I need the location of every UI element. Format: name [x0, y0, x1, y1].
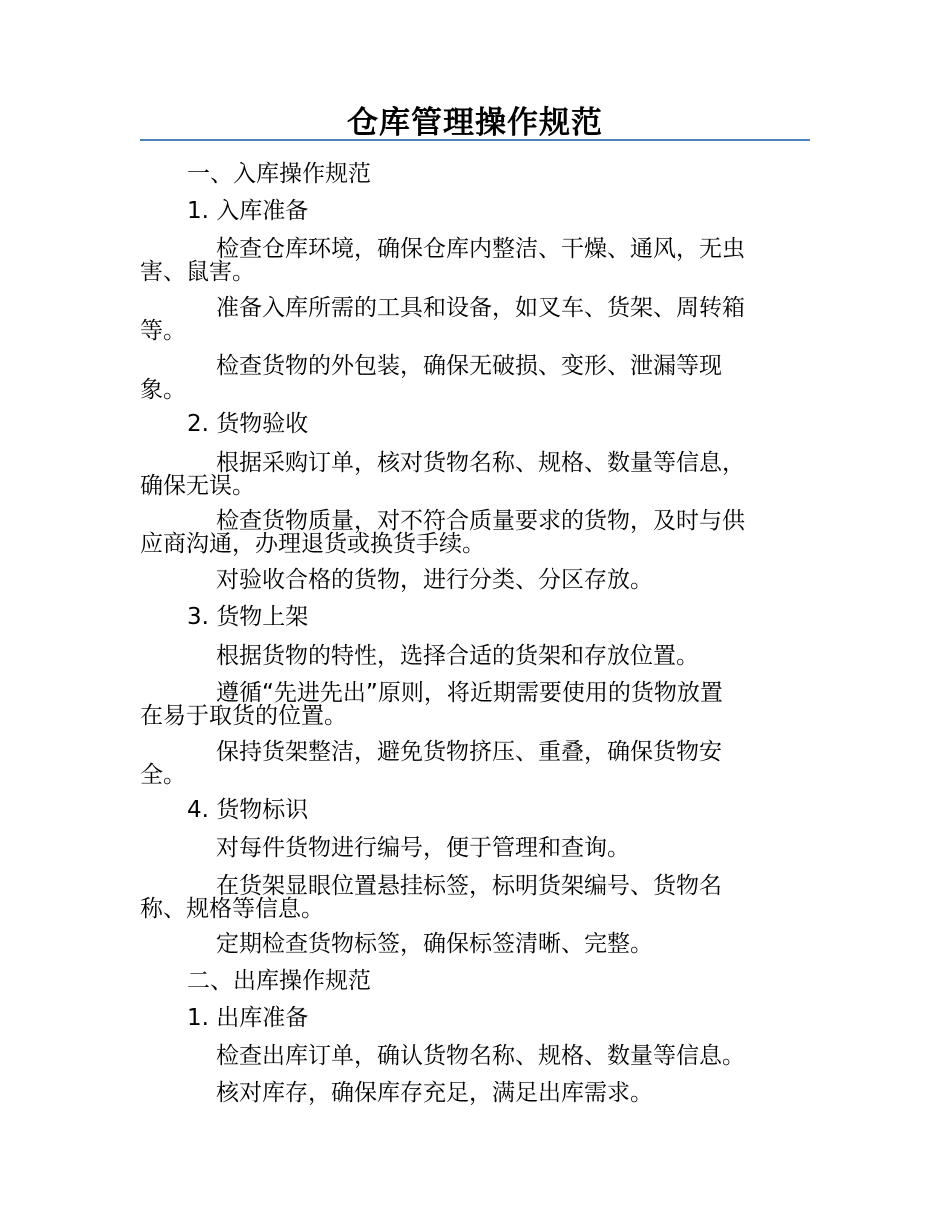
subheading-inbound-labeling: 4. 货物标识	[187, 797, 309, 823]
paragraph-continuation: 在易于取货的位置。	[140, 703, 347, 729]
paragraph-line: 根据货物的特性，选择合适的货架和存放位置。	[216, 643, 699, 669]
paragraph-continuation: 全。	[140, 762, 186, 788]
subheading-inbound-prep: 1. 入库准备	[187, 198, 309, 224]
paragraph-continuation: 应商沟通，办理退货或换货手续。	[140, 531, 485, 557]
paragraph-continuation: 象。	[140, 377, 186, 403]
paragraph-continuation: 称、规格等信息。	[140, 896, 324, 922]
paragraph-line: 对验收合格的货物，进行分类、分区存放。	[216, 567, 653, 593]
paragraph-line: 检查出库订单，确认货物名称、规格、数量等信息。	[216, 1043, 745, 1069]
paragraph-line: 定期检查货物标签，确保标签清晰、完整。	[216, 931, 653, 957]
paragraph-line: 准备入库所需的工具和设备，如叉车、货架、周转箱	[216, 295, 745, 321]
paragraph-continuation: 害、鼠害。	[140, 259, 255, 285]
paragraph-line: 检查货物的外包装，确保无破损、变形、泄漏等现	[216, 353, 722, 379]
paragraph-line: 遵循“先进先出”原则，将近期需要使用的货物放置	[216, 680, 723, 706]
section-heading-inbound: 一、入库操作规范	[187, 161, 371, 187]
subheading-outbound-prep: 1. 出库准备	[187, 1005, 309, 1031]
paragraph-line: 核对库存，确保库存充足，满足出库需求。	[216, 1080, 653, 1106]
paragraph-line: 在货架显眼位置悬挂标签，标明货架编号、货物名	[216, 873, 722, 899]
title-underline	[140, 139, 810, 141]
paragraph-line: 检查货物质量，对不符合质量要求的货物，及时与供	[216, 508, 745, 534]
paragraph-continuation: 确保无误。	[140, 473, 255, 499]
document-title: 仓库管理操作规范	[347, 105, 603, 141]
paragraph-line: 保持货架整洁，避免货物挤压、重叠，确保货物安	[216, 739, 722, 765]
paragraph-continuation: 等。	[140, 318, 186, 344]
paragraph-line: 检查仓库环境，确保仓库内整洁、干燥、通风，无虫	[216, 236, 745, 262]
subheading-inbound-acceptance: 2. 货物验收	[187, 411, 309, 437]
paragraph-line: 对每件货物进行编号，便于管理和查询。	[216, 835, 630, 861]
paragraph-line: 根据采购订单，核对货物名称、规格、数量等信息，	[216, 450, 745, 476]
subheading-inbound-shelving: 3. 货物上架	[187, 604, 309, 630]
section-heading-outbound: 二、出库操作规范	[187, 968, 371, 994]
